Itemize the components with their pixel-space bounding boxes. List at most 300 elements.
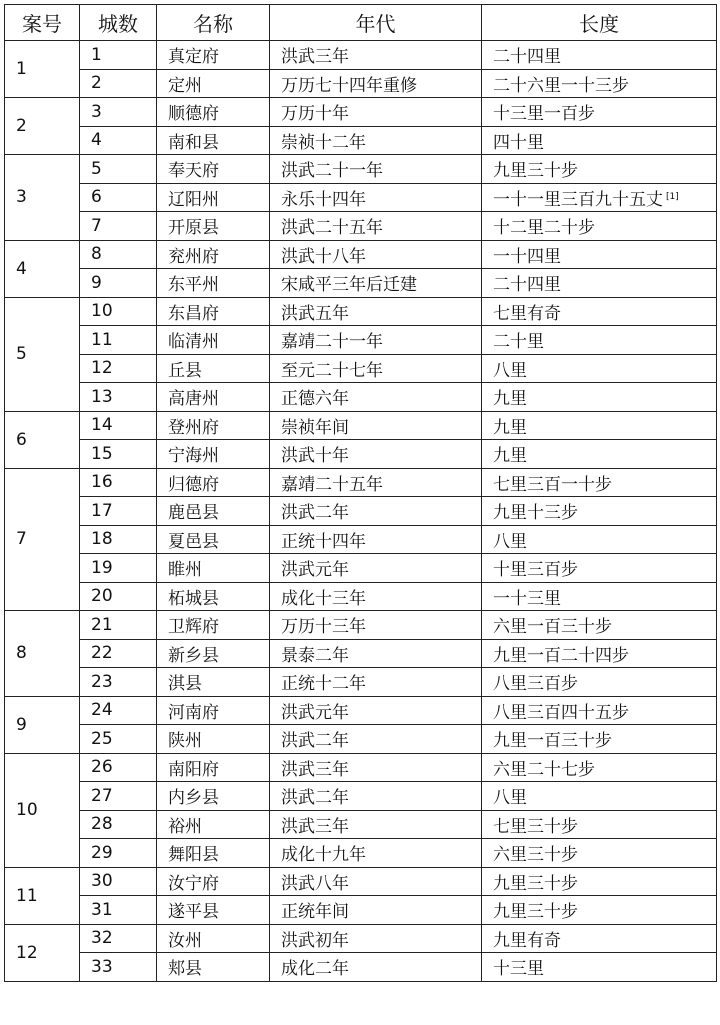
city-name-cell [157, 924, 270, 953]
length-cell [482, 240, 717, 269]
city-number-cell-text: 9 [91, 272, 102, 293]
city-number-cell [80, 354, 157, 383]
city-number-cell-text: 32 [91, 928, 113, 949]
city-name-cell-text: 汝宁府 [168, 873, 219, 894]
city-name-cell-text: 兖州府 [168, 246, 219, 267]
length-cell-text: 九里三十步 [493, 902, 578, 923]
table-row [5, 525, 717, 554]
era-cell-text: 洪武二年 [281, 788, 349, 809]
length-cell [482, 554, 717, 583]
era-cell [270, 582, 482, 611]
length-cell-text: 六里三十步 [493, 845, 578, 866]
table-row [5, 69, 717, 98]
city-number-cell [80, 582, 157, 611]
city-name-cell [157, 611, 270, 640]
city-number-cell [80, 212, 157, 241]
length-cell [482, 183, 717, 212]
length-cell [482, 212, 717, 241]
length-cell [482, 725, 717, 754]
era-cell-text: 景泰二年 [281, 645, 349, 666]
era-cell [270, 297, 482, 326]
city-number-cell [80, 525, 157, 554]
era-cell-text: 崇祯十二年 [281, 132, 366, 153]
city-number-cell-text: 21 [91, 614, 113, 635]
length-cell-text: 七里三百一十步 [493, 474, 612, 495]
era-cell [270, 155, 482, 184]
city-name-cell [157, 326, 270, 355]
length-cell-text: 二十四里 [493, 275, 561, 296]
length-cell [482, 839, 717, 868]
length-cell [482, 411, 717, 440]
city-number-cell-text: 15 [91, 443, 113, 464]
city-number-cell [80, 725, 157, 754]
length-cell [482, 696, 717, 725]
city-name-cell-text: 河南府 [168, 702, 219, 723]
table-row [5, 383, 717, 412]
era-cell [270, 497, 482, 526]
city-name-cell-text: 高唐州 [168, 389, 219, 410]
length-cell [482, 354, 717, 383]
table-row [5, 240, 717, 269]
era-cell-text: 成化十九年 [281, 845, 366, 866]
header-city-count: 城数 [80, 5, 157, 41]
city-name-cell [157, 41, 270, 70]
city-number-cell [80, 639, 157, 668]
table-row [5, 212, 717, 241]
city-name-cell-text: 裕州 [168, 816, 202, 837]
city-name-cell-text: 陕州 [168, 731, 202, 752]
city-number-cell-text: 5 [91, 158, 102, 179]
city-number-cell-text: 16 [91, 472, 113, 493]
city-number-cell-text: 28 [91, 814, 113, 835]
city-name-cell-text: 内乡县 [168, 788, 219, 809]
city-name-cell-text: 淇县 [168, 674, 202, 695]
era-cell-text: 嘉靖二十五年 [281, 474, 383, 495]
era-cell-text: 洪武十年 [281, 446, 349, 467]
city-name-cell [157, 696, 270, 725]
era-cell-text: 永乐十四年 [281, 189, 366, 210]
length-cell-text: 九里 [493, 446, 527, 467]
table-body [5, 41, 717, 982]
table-header [5, 5, 717, 41]
table-row [5, 468, 717, 497]
case-number-cell: 11 [5, 867, 80, 924]
length-cell-text: 七里有奇 [493, 303, 561, 324]
city-number-cell [80, 611, 157, 640]
era-cell-text: 正统年间 [281, 902, 349, 923]
case-number-cell: 1 [5, 41, 80, 98]
city-name-cell [157, 155, 270, 184]
era-cell [270, 126, 482, 155]
city-name-cell [157, 183, 270, 212]
length-cell [482, 269, 717, 298]
city-number-cell-text: 6 [91, 187, 102, 208]
length-cell-text: 八里 [493, 531, 527, 552]
table-row [5, 126, 717, 155]
city-number-cell [80, 867, 157, 896]
era-cell-text: 正德六年 [281, 389, 349, 410]
era-cell [270, 924, 482, 953]
length-cell-text: 一十一里三百九十五丈 [493, 189, 663, 210]
city-name-cell-text: 东平州 [168, 275, 219, 296]
length-cell-text: 九里 [493, 389, 527, 410]
city-number-cell-text: 33 [91, 956, 113, 977]
city-number-cell-text: 29 [91, 842, 113, 863]
era-cell-text: 成化十三年 [281, 588, 366, 609]
city-name-cell [157, 212, 270, 241]
length-cell-text: 九里十三步 [493, 503, 578, 524]
case-number-cell: 6 [5, 411, 80, 468]
era-cell [270, 468, 482, 497]
city-number-cell-text: 18 [91, 529, 113, 550]
city-number-cell [80, 953, 157, 982]
table-row [5, 867, 717, 896]
city-number-cell-text: 31 [91, 899, 113, 920]
header-case-number: 案号 [5, 5, 80, 41]
era-cell-text: 洪武二年 [281, 503, 349, 524]
table-row [5, 183, 717, 212]
era-cell-text: 洪武二十五年 [281, 218, 383, 239]
city-name-cell-text: 丘县 [168, 360, 202, 381]
length-cell-text: 八里 [493, 788, 527, 809]
era-cell [270, 896, 482, 925]
era-cell [270, 183, 482, 212]
era-cell [270, 212, 482, 241]
length-cell [482, 611, 717, 640]
city-number-cell-text: 17 [91, 500, 113, 521]
length-cell [482, 639, 717, 668]
case-number-cell: 8 [5, 611, 80, 697]
era-cell-text: 万历十三年 [281, 617, 366, 638]
era-cell-text: 洪武元年 [281, 702, 349, 723]
length-cell [482, 326, 717, 355]
city-name-cell-text: 卫辉府 [168, 617, 219, 638]
table-row [5, 896, 717, 925]
header-name: 名称 [157, 5, 270, 41]
length-cell [482, 383, 717, 412]
city-number-cell-text: 14 [91, 415, 113, 436]
length-cell [482, 69, 717, 98]
length-cell [482, 896, 717, 925]
city-number-cell [80, 554, 157, 583]
era-cell [270, 810, 482, 839]
city-number-cell-text: 23 [91, 671, 113, 692]
table-row [5, 924, 717, 953]
city-name-cell [157, 240, 270, 269]
era-cell-text: 洪武二十一年 [281, 161, 383, 182]
era-cell [270, 326, 482, 355]
city-number-cell [80, 668, 157, 697]
length-cell-text: 十三里 [493, 959, 544, 980]
city-name-cell [157, 383, 270, 412]
city-number-cell [80, 810, 157, 839]
era-cell [270, 240, 482, 269]
city-number-cell [80, 269, 157, 298]
city-name-cell [157, 468, 270, 497]
length-cell-text: 九里三十步 [493, 873, 578, 894]
case-number-cell: 9 [5, 696, 80, 753]
city-name-cell [157, 810, 270, 839]
table-row [5, 582, 717, 611]
city-number-cell [80, 297, 157, 326]
length-cell [482, 782, 717, 811]
era-cell-text: 宋咸平三年后迁建 [281, 275, 417, 296]
era-cell [270, 525, 482, 554]
era-cell [270, 354, 482, 383]
city-name-cell-text: 柘城县 [168, 588, 219, 609]
city-name-cell-text: 真定府 [168, 47, 219, 68]
table-row [5, 839, 717, 868]
table-row [5, 668, 717, 697]
length-cell-text: 六里二十七步 [493, 759, 595, 780]
city-name-cell-text: 临清州 [168, 332, 219, 353]
table-row [5, 497, 717, 526]
city-number-cell-text: 25 [91, 728, 113, 749]
era-cell-text: 正统十四年 [281, 531, 366, 552]
era-cell-text: 洪武三年 [281, 47, 349, 68]
length-cell-text: 二十四里 [493, 47, 561, 68]
city-name-cell [157, 639, 270, 668]
table-row [5, 810, 717, 839]
case-number-cell: 10 [5, 753, 80, 867]
length-cell [482, 497, 717, 526]
city-number-cell [80, 497, 157, 526]
length-cell-text: 一十四里 [493, 246, 561, 267]
table-row [5, 155, 717, 184]
era-cell [270, 411, 482, 440]
era-cell-text: 洪武二年 [281, 731, 349, 752]
city-name-cell [157, 126, 270, 155]
city-name-cell [157, 867, 270, 896]
city-wall-table [4, 4, 717, 982]
city-name-cell-text: 登州府 [168, 417, 219, 438]
length-cell [482, 525, 717, 554]
length-cell [482, 126, 717, 155]
era-cell [270, 867, 482, 896]
city-name-cell-text: 郏县 [168, 959, 202, 980]
table-row [5, 269, 717, 298]
city-number-cell-text: 11 [91, 329, 113, 350]
era-cell [270, 668, 482, 697]
city-name-cell [157, 725, 270, 754]
table-row [5, 411, 717, 440]
city-number-cell [80, 240, 157, 269]
city-number-cell-text: 26 [91, 757, 113, 778]
city-name-cell-text: 宁海州 [168, 446, 219, 467]
city-number-cell-text: 12 [91, 358, 113, 379]
length-cell [482, 924, 717, 953]
era-cell [270, 696, 482, 725]
city-name-cell-text: 顺德府 [168, 104, 219, 125]
table-row [5, 98, 717, 127]
length-cell [482, 668, 717, 697]
city-number-cell [80, 468, 157, 497]
city-name-cell [157, 440, 270, 469]
city-name-cell [157, 953, 270, 982]
length-cell-text: 十二里二十步 [493, 218, 595, 239]
city-number-cell [80, 924, 157, 953]
city-name-cell-text: 新乡县 [168, 645, 219, 666]
city-number-cell [80, 126, 157, 155]
city-name-cell-text: 睢州 [168, 560, 202, 581]
header-row [5, 5, 717, 41]
table-row [5, 354, 717, 383]
city-number-cell-text: 10 [91, 301, 113, 322]
table-row [5, 725, 717, 754]
length-cell [482, 810, 717, 839]
length-cell-text: 一十三里 [493, 588, 561, 609]
length-cell-text: 八里 [493, 360, 527, 381]
length-cell [482, 867, 717, 896]
city-number-cell-text: 1 [91, 44, 102, 65]
table-row [5, 41, 717, 70]
city-number-cell-text: 22 [91, 643, 113, 664]
era-cell-text: 洪武五年 [281, 303, 349, 324]
table-row [5, 639, 717, 668]
city-name-cell-text: 汝州 [168, 930, 202, 951]
city-name-cell-text: 东昌府 [168, 303, 219, 324]
city-name-cell-text: 夏邑县 [168, 531, 219, 552]
case-number-cell: 12 [5, 924, 80, 981]
length-cell [482, 440, 717, 469]
city-number-cell-text: 8 [91, 244, 102, 265]
era-cell-text: 正统十二年 [281, 674, 366, 695]
table-row [5, 326, 717, 355]
length-cell-text: 十里三百步 [493, 560, 578, 581]
city-name-cell [157, 269, 270, 298]
case-number-cell: 5 [5, 297, 80, 411]
era-cell-text: 成化二年 [281, 959, 349, 980]
length-cell [482, 155, 717, 184]
era-cell [270, 611, 482, 640]
length-cell-text: 八里三百四十五步 [493, 702, 629, 723]
length-cell-text: 九里三十步 [493, 161, 578, 182]
era-cell-text: 洪武初年 [281, 930, 349, 951]
era-cell-text: 洪武三年 [281, 816, 349, 837]
era-cell [270, 41, 482, 70]
city-number-cell-text: 19 [91, 557, 113, 578]
era-cell-text: 至元二十七年 [281, 360, 383, 381]
table-row [5, 696, 717, 725]
city-number-cell [80, 155, 157, 184]
era-cell-text: 洪武三年 [281, 759, 349, 780]
city-number-cell [80, 753, 157, 782]
length-cell [482, 297, 717, 326]
era-cell [270, 98, 482, 127]
city-number-cell [80, 69, 157, 98]
city-name-cell [157, 297, 270, 326]
city-number-cell [80, 782, 157, 811]
length-cell-text: 九里 [493, 417, 527, 438]
city-name-cell [157, 782, 270, 811]
city-number-cell-text: 2 [91, 73, 102, 94]
header-era: 年代 [270, 5, 482, 41]
era-cell [270, 639, 482, 668]
city-name-cell-text: 南和县 [168, 132, 219, 153]
era-cell [270, 782, 482, 811]
city-name-cell [157, 839, 270, 868]
length-cell-text: 七里三十步 [493, 816, 578, 837]
city-number-cell [80, 98, 157, 127]
city-name-cell-text: 鹿邑县 [168, 503, 219, 524]
length-cell-text: 六里一百三十步 [493, 617, 612, 638]
city-number-cell [80, 896, 157, 925]
length-cell [482, 468, 717, 497]
city-number-cell [80, 839, 157, 868]
city-name-cell [157, 668, 270, 697]
city-number-cell-text: 13 [91, 386, 113, 407]
city-name-cell-text: 舞阳县 [168, 845, 219, 866]
table-row [5, 297, 717, 326]
city-name-cell [157, 354, 270, 383]
length-cell-text: 九里有奇 [493, 930, 561, 951]
era-cell [270, 269, 482, 298]
city-number-cell-text: 4 [91, 130, 102, 151]
case-number-cell: 4 [5, 240, 80, 297]
city-name-cell [157, 98, 270, 127]
table-row [5, 753, 717, 782]
era-cell [270, 953, 482, 982]
case-number-cell: 2 [5, 98, 80, 155]
city-name-cell-text: 归德府 [168, 474, 219, 495]
city-name-cell [157, 554, 270, 583]
footnote-marker: [1] [666, 191, 679, 202]
city-number-cell [80, 440, 157, 469]
era-cell [270, 69, 482, 98]
city-name-cell [157, 525, 270, 554]
era-cell [270, 753, 482, 782]
city-name-cell-text: 开原县 [168, 218, 219, 239]
length-cell-text: 八里三百步 [493, 674, 578, 695]
era-cell [270, 554, 482, 583]
case-number-cell: 7 [5, 468, 80, 611]
era-cell-text: 万历十年 [281, 104, 349, 125]
era-cell-text: 洪武八年 [281, 873, 349, 894]
length-cell [482, 582, 717, 611]
city-number-cell [80, 383, 157, 412]
header-length: 长度 [482, 5, 717, 41]
city-number-cell-text: 24 [91, 700, 113, 721]
era-cell-text: 崇祯年间 [281, 417, 349, 438]
length-cell-text: 九里一百三十步 [493, 731, 612, 752]
era-cell-text: 嘉靖二十一年 [281, 332, 383, 353]
city-name-cell-text: 定州 [168, 75, 202, 96]
city-name-cell-text: 遂平县 [168, 902, 219, 923]
city-number-cell [80, 411, 157, 440]
city-name-cell [157, 896, 270, 925]
case-number-cell: 3 [5, 155, 80, 241]
era-cell [270, 839, 482, 868]
city-number-cell-text: 20 [91, 586, 113, 607]
length-cell-text: 二十六里一十三步 [493, 75, 629, 96]
table-row [5, 611, 717, 640]
city-name-cell [157, 497, 270, 526]
city-name-cell-text: 南阳府 [168, 759, 219, 780]
length-cell [482, 41, 717, 70]
table-row [5, 440, 717, 469]
city-number-cell-text: 7 [91, 215, 102, 236]
city-name-cell-text: 辽阳州 [168, 189, 219, 210]
length-cell [482, 753, 717, 782]
length-cell-text: 二十里 [493, 332, 544, 353]
era-cell-text: 万历七十四年重修 [281, 75, 417, 96]
table-row [5, 554, 717, 583]
length-cell-text: 四十里 [493, 132, 544, 153]
table-row [5, 953, 717, 982]
city-number-cell-text: 3 [91, 101, 102, 122]
era-cell-text: 洪武十八年 [281, 246, 366, 267]
city-name-cell [157, 69, 270, 98]
